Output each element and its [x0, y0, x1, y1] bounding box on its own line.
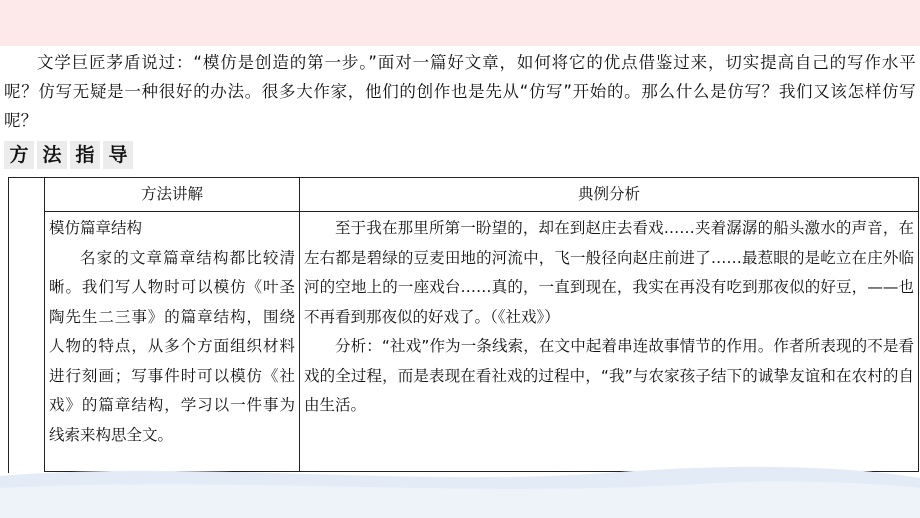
method-table	[44, 177, 919, 472]
title-char: 指	[70, 141, 100, 169]
method-body: 名家的文章篇章结构都比较清晰。我们写人物时可以模仿《叶圣陶先生二三事》的篇章结构，围绕人物的特点，从多个方面组织材料进行刻画；写事件时可以模仿《社戏》的篇章结构，学习以一件事为线索来构思全文。	[49, 248, 295, 444]
title-char: 导	[103, 141, 133, 169]
table-left-margin-column	[8, 177, 45, 473]
method-explanation-cell	[45, 212, 300, 472]
example-analysis-cell	[300, 212, 919, 472]
method-subtitle: 模仿篇章结构	[49, 219, 143, 237]
header-method-explanation: 方法讲解	[45, 178, 300, 212]
intro-paragraph	[4, 48, 916, 135]
title-char: 法	[37, 141, 67, 169]
bottom-wave-decoration	[0, 458, 920, 518]
intro-text: 文学巨匠茅盾说过：“模仿是创造的第一步。”面对一篇好文章，如何将它的优点借鉴过来，切实提高自己的写作水平呢？仿写无疑是一种很好的办法。很多大作家，他们的创作也是先从“仿写”开始的。那么什么是仿写？我们又该怎样仿写呢？	[4, 53, 916, 130]
table-row	[45, 212, 919, 472]
method-table-container	[8, 177, 919, 477]
analysis-text: 分析：“社戏”作为一条线索，在文中起着串连故事情节的作用。作者所表现的不是看戏的全过程，而是表现在看社戏的过程中，“我”与农家孩子结下的诚挚友谊和在农村的自由生活。	[304, 337, 914, 414]
table-header-row	[45, 178, 919, 212]
header-example-analysis: 典例分析	[300, 178, 919, 212]
title-char: 方	[4, 141, 34, 169]
section-title-method-guide	[4, 141, 133, 169]
example-text: 至于我在那里所第一盼望的，却在到赵庄去看戏……夹着潺潺的船头激水的声音，在左右都是碧绿的豆麦田地的河流中，飞一般径向赵庄前进了……最惹眼的是屹立在庄外临河的空地上的一座戏台……真的，一直到现在，我实在再没有吃到那夜似的好豆，——也不再看到那夜似的好戏了。（《社戏》）	[304, 219, 914, 326]
top-decorative-band	[0, 0, 920, 46]
